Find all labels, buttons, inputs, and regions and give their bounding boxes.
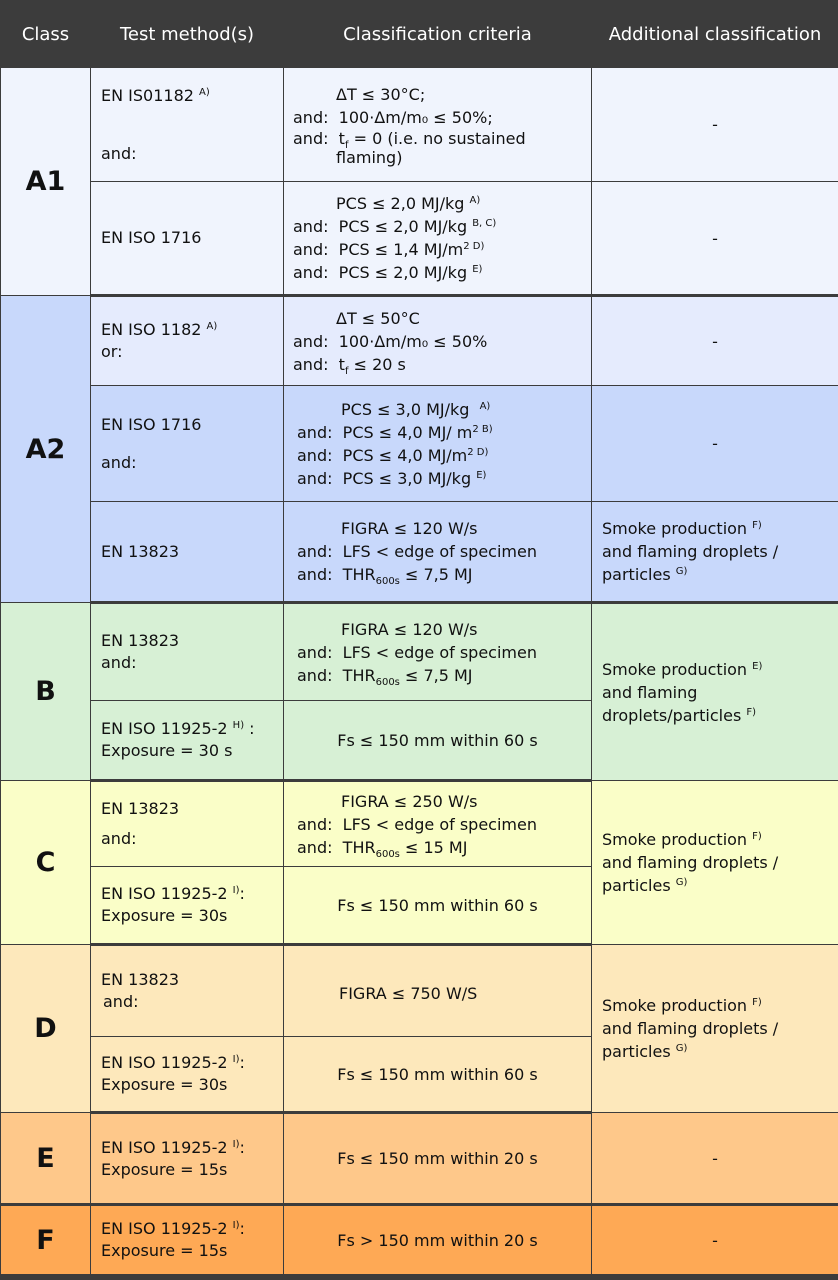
table-row-f xyxy=(1,1205,838,1275)
header-additional: Additional classification xyxy=(592,1,838,68)
or-label: or: xyxy=(101,342,123,361)
table-row-c-1 xyxy=(1,781,838,867)
criterion: PCS ≤ 3,0 MJ/kg xyxy=(341,399,470,419)
method-name: EN 13823 xyxy=(101,970,180,989)
exposure-text: Exposure = 30s xyxy=(101,1075,228,1094)
method-cell xyxy=(91,386,284,502)
criterion: ≤ 20 s xyxy=(348,354,406,374)
additional-cell xyxy=(592,945,838,1113)
additional-text: Smoke production xyxy=(602,996,748,1015)
additional-cell xyxy=(592,502,838,603)
criterion: LFS < edge of specimen xyxy=(342,814,537,834)
table-row-b-1 xyxy=(1,603,838,701)
additional-none: - xyxy=(592,386,838,502)
method-name: EN 13823 xyxy=(101,799,180,818)
additional-text: particles xyxy=(602,1042,671,1061)
criterion: ΔT ≤ 50°C xyxy=(336,308,420,328)
footnote-ref: I) xyxy=(232,1220,240,1231)
and-label: and: xyxy=(293,217,329,236)
additional-text: droplets/particles xyxy=(602,705,742,725)
footnote-ref: 2 D) xyxy=(467,446,489,458)
colon: : xyxy=(239,1219,245,1238)
criterion: PCS ≤ 4,0 MJ/ m xyxy=(342,422,473,442)
and-label: and: xyxy=(293,240,329,259)
additional-text: and flaming xyxy=(602,682,698,702)
and-label: and: xyxy=(297,642,333,662)
and-label: and: xyxy=(293,128,329,148)
additional-text: particles xyxy=(602,565,671,584)
criterion: LFS < edge of specimen xyxy=(342,642,537,662)
additional-cell xyxy=(592,603,838,781)
criterion: FIGRA ≤ 250 W/s xyxy=(341,791,478,811)
additional-none: - xyxy=(592,1205,838,1275)
criteria-cell xyxy=(284,781,592,867)
class-e: E xyxy=(1,1113,91,1205)
criteria-cell xyxy=(284,182,592,296)
additional-text: particles xyxy=(602,876,671,895)
criterion: ≤ 7,5 MJ xyxy=(399,665,473,685)
criterion: t xyxy=(338,354,345,374)
criterion: PCS ≤ 1,4 MJ/m xyxy=(338,240,464,259)
criterion: 100·Δm/m₀ ≤ 50% xyxy=(338,331,488,351)
footnote-ref: G) xyxy=(675,566,688,577)
footnote-ref: E) xyxy=(752,660,763,672)
method-cell: EN ISO 1716 xyxy=(91,182,284,296)
method-cell xyxy=(91,867,284,945)
and-label: and: xyxy=(101,653,137,672)
method-cell xyxy=(91,603,284,701)
criteria-cell: Fs ≤ 150 mm within 20 s xyxy=(284,1113,592,1205)
criterion: ΔT ≤ 30°C; xyxy=(336,84,426,104)
table-row-e xyxy=(1,1113,838,1205)
colon: : xyxy=(239,884,245,903)
footnote-ref: F) xyxy=(746,706,757,718)
exposure-text: Exposure = 30 s xyxy=(101,741,233,760)
class-f: F xyxy=(1,1205,91,1275)
criterion: t xyxy=(338,128,345,148)
header-row xyxy=(1,1,838,68)
and-label: and: xyxy=(293,107,329,127)
additional-text: Smoke production xyxy=(602,519,748,538)
footnote-ref: G) xyxy=(675,1043,688,1054)
criterion: PCS ≤ 3,0 MJ/kg xyxy=(342,468,472,488)
footnote-ref: E) xyxy=(476,469,487,481)
criterion: FIGRA ≤ 120 W/s xyxy=(341,619,478,639)
additional-none: - xyxy=(592,1113,838,1205)
criteria-cell: Fs > 150 mm within 20 s xyxy=(284,1205,592,1275)
subscript: 600s xyxy=(375,676,400,688)
subscript: 600s xyxy=(375,848,400,860)
criterion: FIGRA ≤ 750 W/S xyxy=(339,984,478,1003)
criteria-cell xyxy=(284,386,592,502)
footnote-ref: A) xyxy=(479,400,491,412)
and-label: and: xyxy=(297,565,333,584)
method-cell xyxy=(91,296,284,386)
table-row-a1-2 xyxy=(1,182,838,296)
method-cell xyxy=(91,945,284,1037)
criteria-cell: Fs ≤ 150 mm within 60 s xyxy=(284,1037,592,1113)
class-a1: A1 xyxy=(1,68,91,296)
footnote-ref: F) xyxy=(752,520,762,531)
table-row-a1-1 xyxy=(1,68,838,182)
table-row-a2-1 xyxy=(1,296,838,386)
footnote-ref: I) xyxy=(232,885,240,896)
footnote-ref: A) xyxy=(206,321,218,332)
additional-text: and flaming droplets / xyxy=(602,1019,779,1038)
criterion: PCS ≤ 2,0 MJ/kg xyxy=(338,263,468,282)
table-row-a2-3 xyxy=(1,502,838,603)
criterion: FIGRA ≤ 120 W/s xyxy=(341,519,478,538)
additional-cell xyxy=(592,781,838,945)
additional-text: Smoke production xyxy=(602,659,748,679)
criterion: PCS ≤ 4,0 MJ/m xyxy=(342,445,468,465)
method-name: EN 13823 xyxy=(101,631,180,650)
and-label: and: xyxy=(297,665,333,685)
criterion: PCS ≤ 2,0 MJ/kg xyxy=(336,194,465,213)
subscript: f xyxy=(344,365,349,377)
method-name: EN ISO 11925-2 xyxy=(101,1053,228,1072)
criterion: THR xyxy=(342,565,376,584)
footnote-ref: A) xyxy=(199,86,210,98)
criterion: PCS ≤ 2,0 MJ/kg xyxy=(338,217,468,236)
class-b: B xyxy=(1,603,91,781)
criterion: 100·Δm/m₀ ≤ 50%; xyxy=(338,107,493,127)
criteria-cell: Fs ≤ 150 mm within 60 s xyxy=(284,867,592,945)
criteria-cell xyxy=(284,296,592,386)
and-label: and: xyxy=(297,422,333,442)
criteria-cell xyxy=(284,68,592,182)
criteria-cell xyxy=(284,502,592,603)
method-name: EN ISO 11925-2 xyxy=(101,1137,228,1157)
header-class: Class xyxy=(1,1,91,68)
and-label: and: xyxy=(297,814,333,834)
criterion: = 0 (i.e. no sustained xyxy=(348,128,526,148)
class-a2: A2 xyxy=(1,296,91,603)
method-cell xyxy=(91,1205,284,1275)
additional-text: and flaming droplets / xyxy=(602,853,779,872)
criterion: THR xyxy=(342,665,376,685)
and-label: and: xyxy=(297,837,333,857)
additional-none: - xyxy=(592,68,838,182)
class-c: C xyxy=(1,781,91,945)
and-label: and: xyxy=(297,542,333,561)
footnote-ref: H) xyxy=(232,720,245,731)
method-name: EN IS01182 xyxy=(101,85,194,105)
method-cell xyxy=(91,781,284,867)
footnote-ref: E) xyxy=(472,264,483,275)
method-cell: EN 13823 xyxy=(91,502,284,603)
additional-none: - xyxy=(592,182,838,296)
table-row-a2-2 xyxy=(1,386,838,502)
footnote-ref: I) xyxy=(232,1054,240,1065)
method-name: EN ISO 11925-2 xyxy=(101,719,228,738)
additional-text: Smoke production xyxy=(602,830,748,849)
subscript: f xyxy=(344,139,349,151)
method-cell xyxy=(91,701,284,781)
footnote-ref: F) xyxy=(752,997,762,1008)
colon: : xyxy=(239,1053,245,1072)
additional-none: - xyxy=(592,296,838,386)
and-label: and: xyxy=(297,445,333,465)
additional-text: and flaming droplets / xyxy=(602,542,779,561)
method-cell xyxy=(91,68,284,182)
and-label: and: xyxy=(103,992,139,1011)
and-label: and: xyxy=(293,354,329,374)
table-row-d-1 xyxy=(1,945,838,1037)
method-name: EN ISO 1182 xyxy=(101,320,202,339)
footnote-ref: A) xyxy=(469,195,481,206)
method-cell xyxy=(91,1037,284,1113)
footnote-ref: 2 D) xyxy=(463,241,485,252)
header-criteria: Classification criteria xyxy=(284,1,592,68)
footnote-ref: I) xyxy=(232,1138,240,1150)
colon: : xyxy=(244,719,255,738)
header-test-methods: Test method(s) xyxy=(91,1,284,68)
criteria-cell xyxy=(284,603,592,701)
criterion: ≤ 15 MJ xyxy=(399,837,468,857)
criteria-cell: Fs ≤ 150 mm within 60 s xyxy=(284,701,592,781)
and-label: and: xyxy=(297,468,333,488)
criterion: flaming) xyxy=(336,147,403,167)
and-label: and: xyxy=(293,263,329,282)
criterion: ≤ 7,5 MJ xyxy=(399,565,473,584)
and-label: and: xyxy=(101,143,137,163)
method-name: EN ISO 11925-2 xyxy=(101,884,228,903)
colon: : xyxy=(239,1137,245,1157)
method-name: EN ISO 1716 xyxy=(101,414,202,434)
exposure-text: Exposure = 15s xyxy=(101,1159,228,1179)
exposure-text: Exposure = 15s xyxy=(101,1241,228,1260)
and-label: and: xyxy=(101,452,137,472)
criteria-cell xyxy=(284,945,592,1037)
and-label: and: xyxy=(293,331,329,351)
class-d: D xyxy=(1,945,91,1113)
footnote-ref: 2 B) xyxy=(472,423,493,435)
exposure-text: Exposure = 30s xyxy=(101,906,228,925)
subscript: 600s xyxy=(375,576,400,588)
footnote-ref: F) xyxy=(752,831,762,842)
and-label: and: xyxy=(101,829,137,848)
criterion: THR xyxy=(342,837,376,857)
footnote-ref: G) xyxy=(675,877,688,888)
footnote-ref: B, C) xyxy=(472,218,497,229)
method-cell xyxy=(91,1113,284,1205)
method-name: EN ISO 11925-2 xyxy=(101,1219,228,1238)
criterion: LFS < edge of specimen xyxy=(342,542,537,561)
